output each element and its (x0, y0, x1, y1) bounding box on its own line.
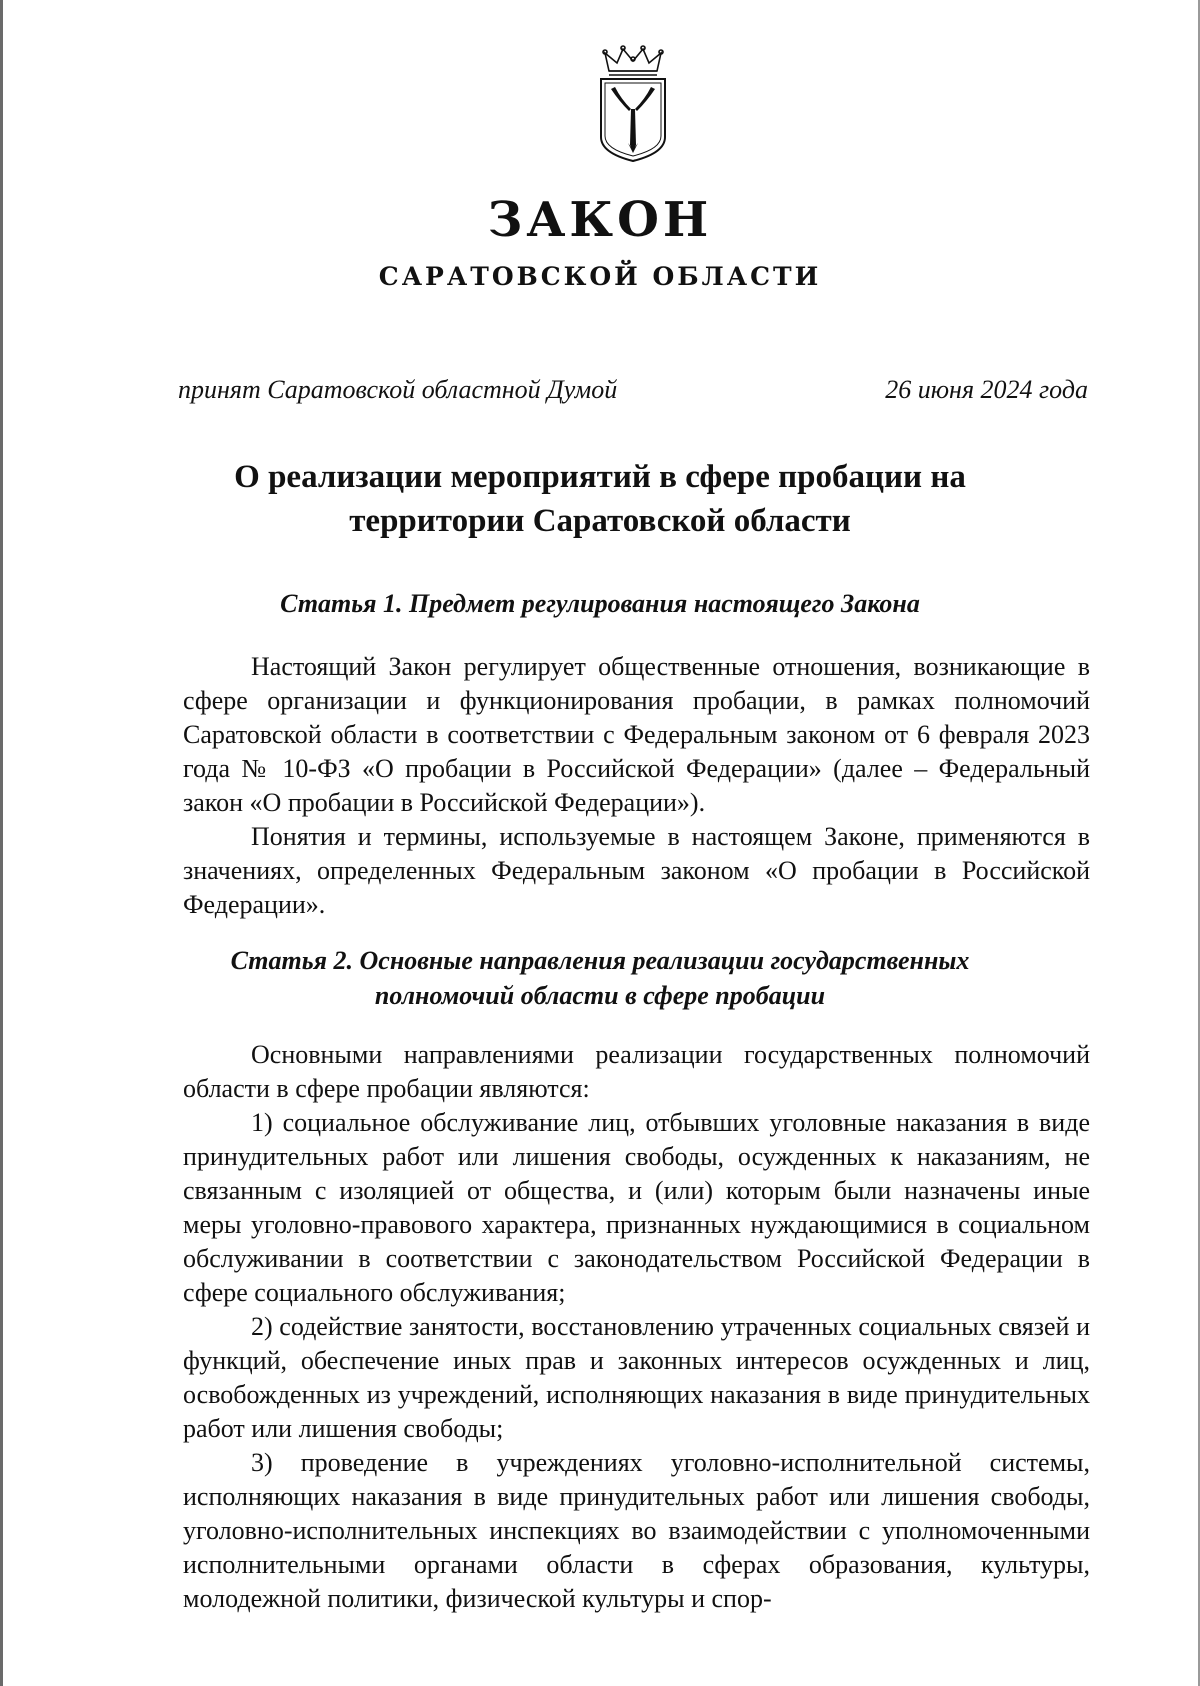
article-1-paragraph-1: Настоящий Закон регулирует общественные отношения, возникающие в сфере организации и функционирования пробации, в рамках полномочий Саратовской области в соответствии с Федеральным законом от 6 февраля 2023 года № 10-ФЗ «О пробации в Российской Федерации» (далее – Федеральный закон «О пробации в Российской Федерации»). (183, 652, 1090, 817)
article-1-body (183, 650, 1090, 922)
article-2-item-3: 3) проведение в учреждениях уголовно-исполнительной системы, исполняющих наказания в виде принудительных работ или лишения свободы, уголовно-исполнительных инспекциях во взаимодействии с уполномоченными исполнительными органами области в сферах образования, культуры, молодежной политики, физической культуры и спор- (183, 1448, 1090, 1613)
adoption-date: 26 июня 2024 года (885, 375, 1088, 404)
document-title-line-2: территории Саратовской области (349, 503, 851, 539)
article-2-heading-line-2: полномочий области в сфере пробации (374, 981, 826, 1010)
article-1-paragraph-2: Понятия и термины, используемые в настоящем Законе, применяются в значениях, определенных Федеральным законом «О пробации в Российской Федерации». (183, 822, 1090, 919)
law-title: ЗАКОН (487, 192, 713, 248)
article-2-heading (150, 943, 1050, 1013)
adoption-line (178, 372, 1088, 408)
saratov-coat-of-arms-icon (595, 45, 671, 165)
article-2-heading-line-1: Статья 2. Основные направления реализации государственных (230, 946, 970, 975)
document-title (150, 455, 1050, 543)
article-2-item-1: 1) социальное обслуживание лиц, отбывших уголовные наказания в виде принудительных работ или лишения свободы, осужденных к наказаниям, не связанным с изоляцией от общества, и (или) которым были назначены иные меры уголовно-правового характера, признанных нуждающимися в социальном обслуживании в соответствии с законодательством Российской Федерации в сфере социального обслуживания; (183, 1108, 1090, 1307)
scan-left-edge (0, 0, 3, 1686)
article-2-paragraph-intro: Основными направлениями реализации государственных полномочий области в сфере пробации являются: (183, 1040, 1090, 1103)
document-title-line-1: О реализации мероприятий в сфере пробации на (234, 459, 966, 495)
article-2-body (183, 1038, 1090, 1616)
article-1-heading: Статья 1. Предмет регулирования настоящего Закона (280, 589, 920, 618)
article-2-item-2: 2) содействие занятости, восстановлению утраченных социальных связей и функций, обеспечение иных прав и законных интересов осужденных и лиц, освобожденных из учреждений, исполняющих наказания в виде принудительных работ или лишения свободы; (183, 1312, 1090, 1443)
adopted-by: принят Саратовской областной Думой (178, 375, 618, 404)
law-subtitle: САРАТОВСКОЙ ОБЛАСТИ (378, 262, 822, 291)
